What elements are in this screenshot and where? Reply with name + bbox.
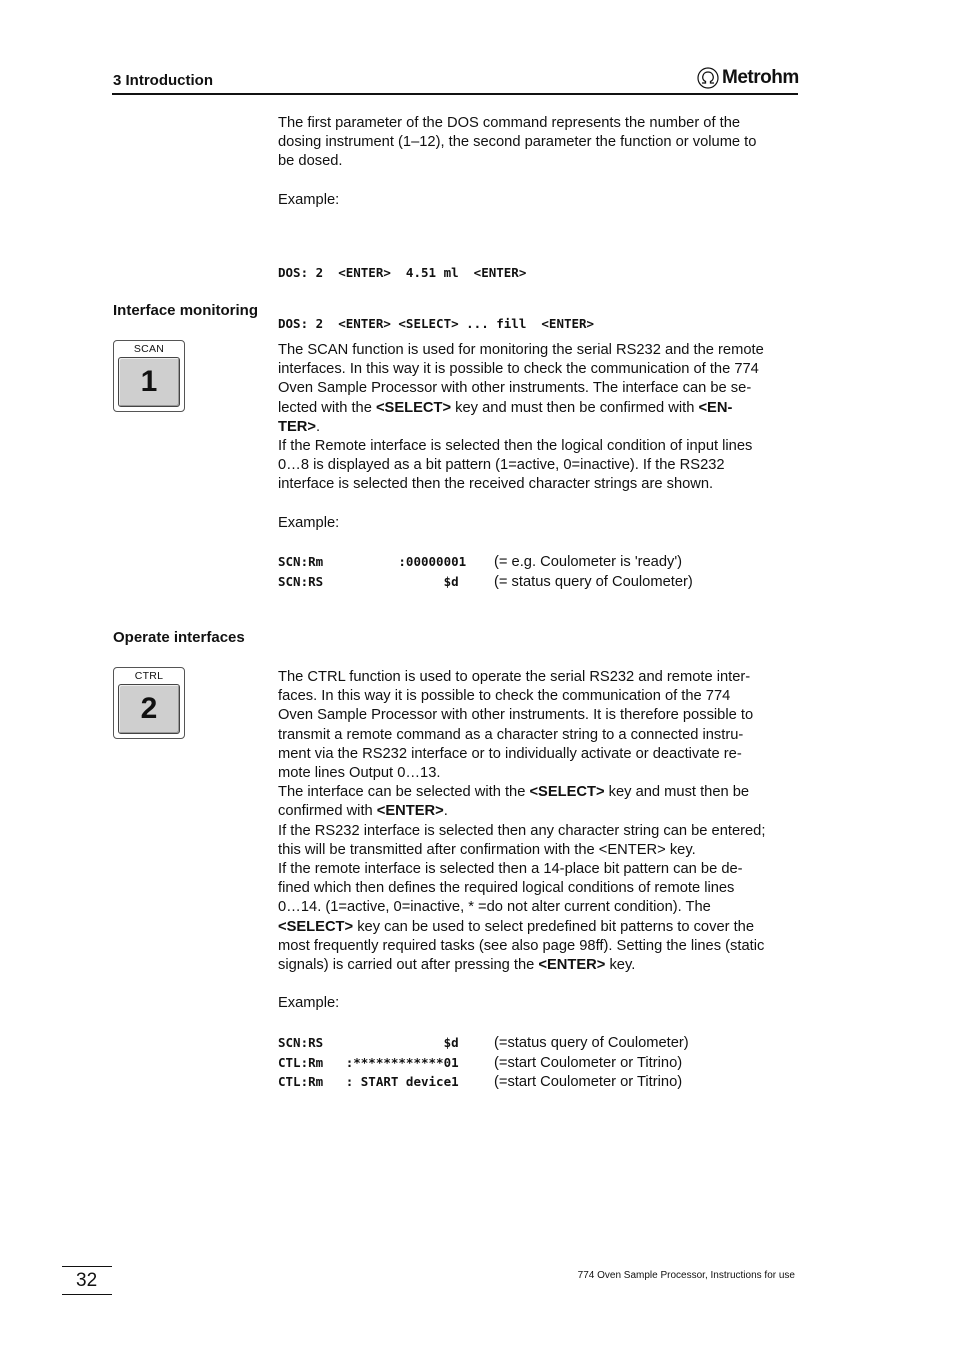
- example-desc: (=status query of Coulometer): [494, 1035, 689, 1051]
- footer-rule-top: [62, 1266, 112, 1267]
- example-row: [278, 572, 798, 592]
- scan-paragraph-2: If the Remote interface is selected then the logical condition of input lines 0…8 is displayed as a bit pattern (1=active, 0=inactive). If the RS232 interface is selected then the received character strings are shown.: [278, 438, 753, 493]
- ctrl-paragraph-4: If the remote interface is selected then a 14-place bit pattern can be de- fined which then defines the required logical conditions of remote lines 0…14. (1=active, 0=inactive, * =do not alter current condition). The <SELECT> key can be used to select predefined bit patterns to cover the most frequently required tasks (see also page 98ff). Setting the lines (static signals) is carried out after pressing the <ENTER> key.: [278, 861, 765, 974]
- scan-key-number: 1: [118, 357, 180, 407]
- section-heading-operate-interfaces: Operate interfaces: [113, 629, 245, 646]
- ctrl-paragraph-3: If the RS232 interface is selected then any character string can be entered; this will be transmitted after confirmation with the <ENTER> key.: [278, 822, 766, 858]
- example-desc: (= e.g. Coulometer is 'ready'): [494, 554, 683, 570]
- scan-key-label: SCAN: [133, 343, 165, 355]
- scan-text-block: [278, 341, 798, 533]
- omega-logo-icon: [697, 67, 719, 89]
- example-desc: (=start Coulometer or Titrino): [494, 1054, 683, 1071]
- ctrl-key: [113, 667, 185, 739]
- page-number: 32: [76, 1270, 98, 1291]
- code-line: DOS: 2 <ENTER> 4.51 ml <ENTER>: [278, 265, 527, 280]
- ctrl-paragraph-2: The interface can be selected with the <SELECT> key and must then be confirmed with <ENTER>.: [278, 784, 750, 820]
- example-desc: (=start Coulometer or Titrino): [494, 1074, 683, 1091]
- section-heading-interface-monitoring: Interface monitoring: [113, 302, 259, 319]
- metrohm-logo: [697, 66, 799, 90]
- example-row: [278, 1053, 798, 1073]
- example-desc: (= status query of Coulometer): [494, 573, 693, 590]
- example-code: SCN:Rm :00000001: [278, 554, 467, 569]
- example-code: SCN:RS $d: [278, 1035, 459, 1050]
- example-row: [278, 1033, 798, 1053]
- example-code: CTL:Rm :************01: [278, 1054, 459, 1070]
- ctrl-paragraph-1: The CTRL function is used to operate the serial RS232 and remote inter- faces. In this way it is possible to check the communication of the 774 Oven Sample Processor with other instruments. It is therefore possible to transmit a remote command as a character string to a connected instru- ment via the RS232 interface or to individually activate or deactivate re- mote lines Output 0…13.: [278, 669, 754, 782]
- ctrl-text-block: [278, 668, 798, 1014]
- ctrl-example-label: Example:: [278, 995, 340, 1012]
- intro-example-label: Example:: [278, 191, 340, 208]
- intro-paragraph: The first parameter of the DOS command represents the number of the dosing instrument (1–12), the second parameter the function or volume to be dosed.: [278, 115, 757, 170]
- scan-paragraph-1: The SCAN function is used for monitoring the serial RS232 and the remote interfaces. In this way it is possible to check the communication of the 774 Oven Sample Processor with other instruments. The interface can be se- lected with the <SELECT> key and must then be confirmed with <EN- TER>.: [278, 342, 764, 435]
- example-code: SCN:RS $d: [278, 573, 459, 589]
- ctrl-key-label: CTRL: [134, 670, 164, 682]
- logo-wordmark: Metrohm: [722, 67, 799, 88]
- footer-document-title: 774 Oven Sample Processor, Instructions for use: [577, 1270, 795, 1281]
- example-code: CTL:Rm : START device1: [278, 1074, 459, 1090]
- scan-examples: [278, 552, 798, 591]
- scan-key: [113, 340, 185, 412]
- footer-rule-bottom: [62, 1294, 112, 1295]
- code-line: DOS: 2 <ENTER> <SELECT> ... fill <ENTER>: [278, 316, 595, 331]
- header-rule: [112, 93, 798, 95]
- intro-block: [278, 114, 798, 210]
- scan-example-label: Example:: [278, 514, 340, 531]
- chapter-title: 3 Introduction: [113, 72, 213, 89]
- ctrl-key-number: 2: [118, 684, 180, 734]
- example-row: [278, 552, 798, 572]
- example-row: [278, 1072, 798, 1092]
- ctrl-examples: [278, 1033, 798, 1092]
- intro-code-block: [278, 230, 594, 349]
